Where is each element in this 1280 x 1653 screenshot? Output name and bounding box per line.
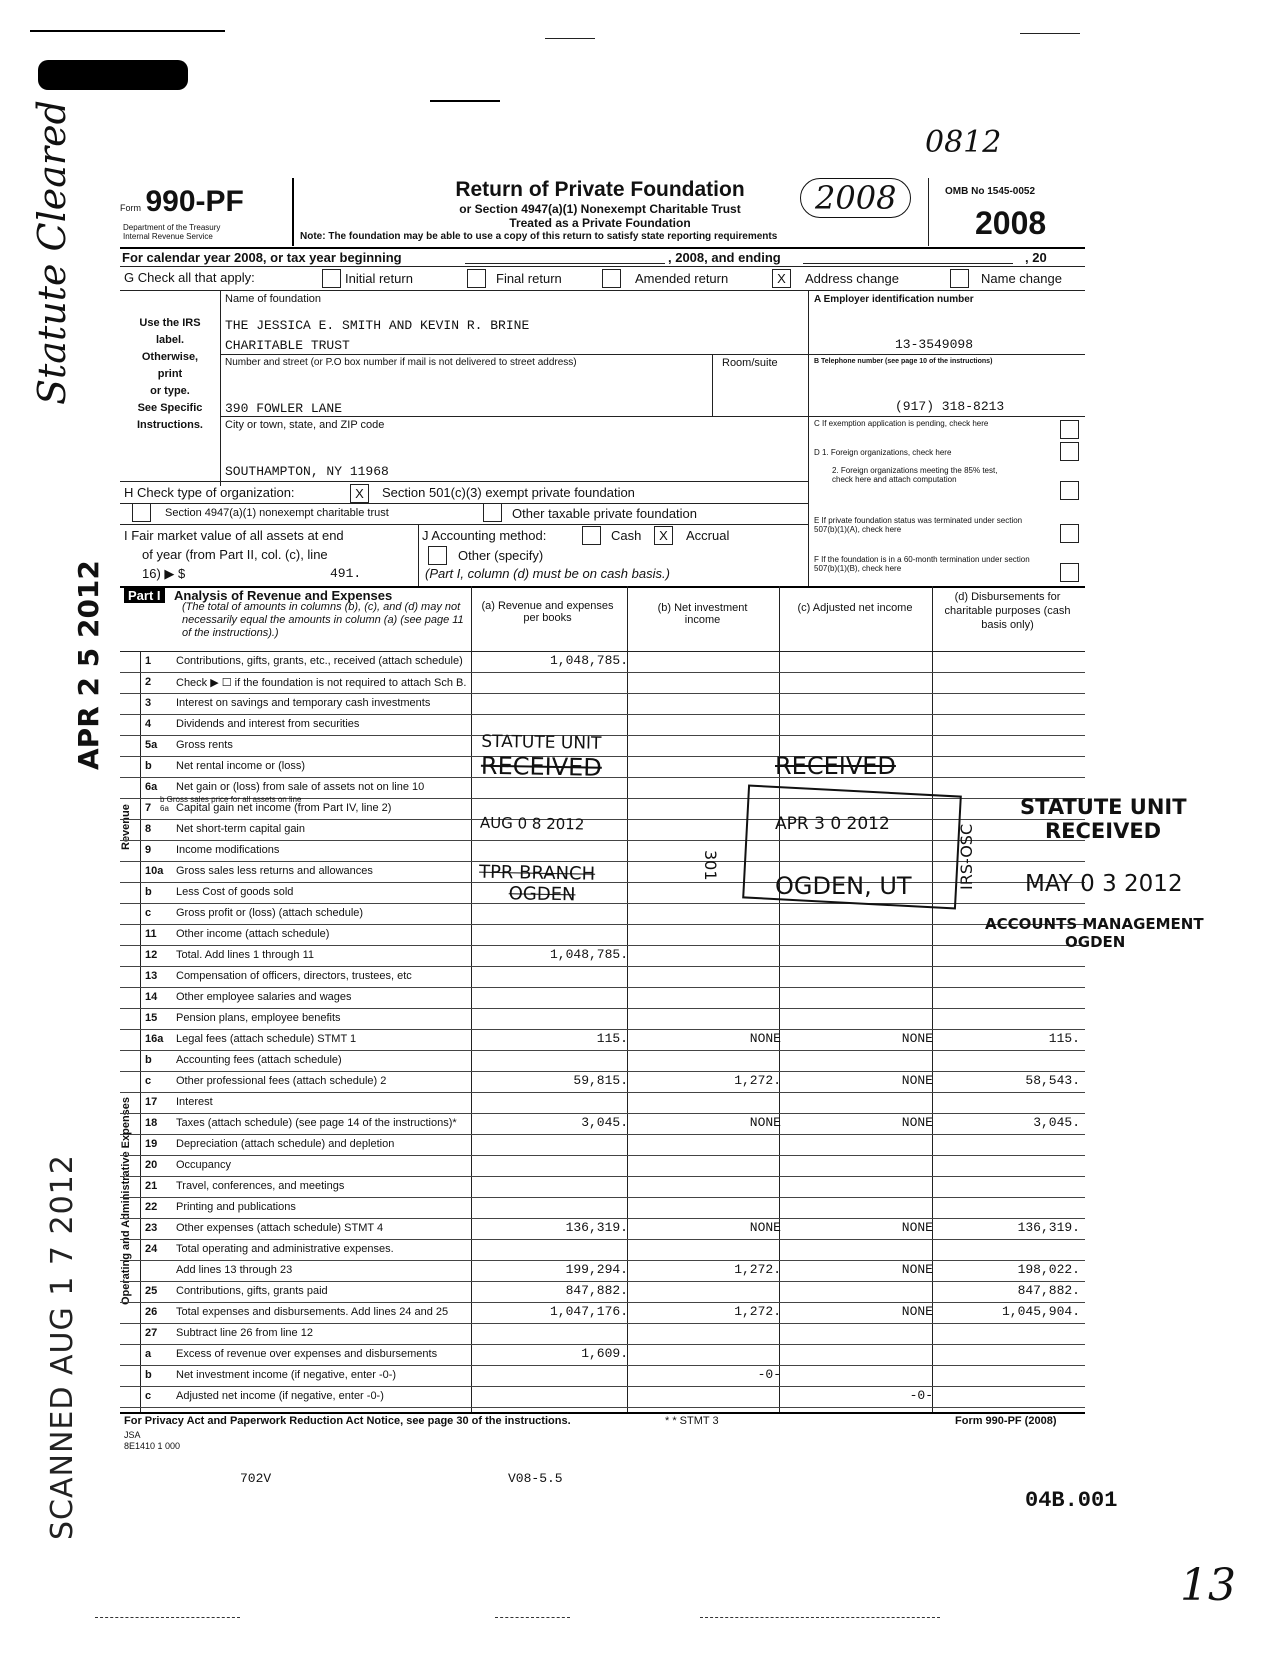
- line-label: Net short-term capital gain: [176, 823, 305, 835]
- d2-checkbox[interactable]: [1060, 481, 1079, 500]
- cell-col-c: NONE: [901, 1115, 933, 1130]
- line-number: c: [145, 1075, 152, 1087]
- line-label: Subtract line 26 from line 12: [176, 1327, 313, 1339]
- part1-tag: Part I: [124, 588, 165, 603]
- e-checkbox[interactable]: [1060, 524, 1079, 543]
- accrual-label: Accrual: [686, 528, 730, 543]
- fmv-value: 491.: [330, 566, 362, 581]
- line-label: Contributions, gifts, grants, etc., received (attach schedule): [176, 655, 463, 667]
- line-label: Travel, conferences, and meetings: [176, 1180, 345, 1192]
- line-label: Accounting fees (attach schedule): [176, 1054, 342, 1066]
- line-number: 22: [145, 1201, 158, 1213]
- line-number: 3: [145, 697, 152, 709]
- code-702v: 702V: [240, 1471, 272, 1486]
- table-row: [120, 987, 1085, 1009]
- line-number: c: [145, 1390, 152, 1402]
- line-number: 8: [145, 823, 152, 835]
- line-label: Other employee salaries and wages: [176, 991, 352, 1003]
- g-line-label: G Check all that apply:: [124, 270, 255, 285]
- cell-col-a: 1,047,176.: [549, 1304, 628, 1319]
- line-label: Total expenses and disbursements. Add lines 24 and 25: [176, 1306, 449, 1318]
- city-label: City or town, state, and ZIP code: [225, 419, 385, 431]
- city-state-zip: SOUTHAMPTON, NY 11968: [225, 464, 389, 479]
- line-label: Printing and publications: [176, 1201, 296, 1213]
- line-label: Net gain or (loss) from sale of assets not on line 10: [176, 781, 425, 793]
- line-label: Check ▶ ☐ if the foundation is not required to attach Sch B.: [176, 677, 467, 689]
- line-number: b: [145, 1369, 152, 1381]
- line-label: Excess of revenue over expenses and disbursements: [176, 1348, 438, 1360]
- stamp-2-irs-osc: IRS-OSC: [957, 823, 976, 890]
- i-line-3: 16) ▶ $: [142, 566, 186, 581]
- other-taxable-checkbox[interactable]: [483, 503, 502, 522]
- table-row: [120, 693, 1085, 715]
- cell-col-d: 3,045.: [1033, 1115, 1080, 1130]
- section-4947-checkbox[interactable]: [132, 503, 151, 522]
- ein-label: A Employer identification number: [814, 294, 974, 305]
- side-stamp-apr: APR 2 5 2012: [72, 560, 105, 770]
- line-number: 4: [145, 718, 152, 730]
- section-501c3-label: Section 501(c)(3) exempt private foundation: [382, 485, 635, 500]
- line-number: 11: [145, 928, 157, 940]
- section-501c3-checkbox[interactable]: X: [350, 484, 369, 503]
- cash-label: Cash: [611, 528, 642, 543]
- cell-col-d: 847,882.: [1017, 1283, 1080, 1298]
- line-number: 1: [145, 655, 152, 667]
- form-id: Form 990-PF: [120, 185, 244, 218]
- amended-return-checkbox[interactable]: [602, 269, 621, 288]
- table-row: [120, 945, 1085, 967]
- col-a-header: (a) Revenue and expenses per books: [481, 600, 614, 624]
- line-label: Depreciation (attach schedule) and depletion: [176, 1138, 395, 1150]
- line-number: 6a: [145, 781, 158, 793]
- table-row: [120, 1092, 1085, 1114]
- col-b-header: (b) Net investment income: [657, 602, 748, 626]
- table-row: [120, 924, 1085, 946]
- table-row: [120, 966, 1085, 988]
- cell-col-b: 1,272.: [734, 1262, 781, 1277]
- name-change-label: Name change: [981, 271, 1062, 286]
- cell-col-b: NONE: [749, 1220, 781, 1235]
- line-number: b: [145, 760, 152, 772]
- and-ending: , 2008, and ending: [668, 250, 781, 265]
- jsa: JSA: [124, 1430, 141, 1440]
- cell-col-b: 1,272.: [734, 1304, 781, 1319]
- other-method-label: Other (specify): [458, 548, 544, 563]
- table-row: [120, 1218, 1085, 1240]
- hand-note-0812: 0812: [925, 125, 1002, 160]
- foundation-name-1: THE JESSICA E. SMITH AND KEVIN R. BRINE: [225, 318, 530, 333]
- table-row: [120, 1323, 1085, 1345]
- table-row: [120, 1386, 1085, 1408]
- table-row: [120, 1302, 1085, 1324]
- cell-col-a: 847,882.: [565, 1283, 628, 1298]
- cell-col-b: NONE: [749, 1031, 781, 1046]
- cell-col-a: 1,048,785.: [549, 653, 628, 668]
- line-number: a: [145, 1348, 152, 1360]
- name-change-checkbox[interactable]: [950, 269, 969, 288]
- section-4947-label: Section 4947(a)(1) nonexempt charitable trust: [165, 507, 389, 519]
- table-row: [120, 1260, 1085, 1282]
- cell-col-d: 136,319.: [1017, 1220, 1080, 1235]
- final-return-checkbox[interactable]: [467, 269, 486, 288]
- cell-col-a: 199,294.: [565, 1262, 628, 1277]
- col-c-header: (c) Adjusted net income: [797, 602, 913, 614]
- dept-name: Department of the Treasury: [123, 223, 221, 232]
- privacy-notice: For Privacy Act and Paperwork Reduction Act Notice, see page 30 of the instructions.: [124, 1415, 571, 1427]
- room-suite-label: Room/suite: [722, 357, 778, 369]
- table-row: [120, 1113, 1085, 1135]
- cash-checkbox[interactable]: [582, 526, 601, 545]
- line-label: Interest: [176, 1096, 213, 1108]
- cell-col-a: 1,048,785.: [549, 947, 628, 962]
- cell-col-c: NONE: [901, 1262, 933, 1277]
- i-line-1: I Fair market value of all assets at end: [124, 528, 344, 543]
- h-line-label: H Check type of organization:: [124, 485, 295, 500]
- line-label: Net rental income or (loss): [176, 760, 305, 772]
- table-row: [120, 1281, 1085, 1303]
- cell-col-d: 1,045,904.: [1001, 1304, 1080, 1319]
- tax-year: 2008: [975, 205, 1047, 241]
- line-number: 5a: [145, 739, 158, 751]
- line-number: 9: [145, 844, 152, 856]
- line-number: b: [145, 1054, 152, 1066]
- initial-return-label: Initial return: [345, 271, 413, 286]
- table-row: [120, 1344, 1085, 1366]
- line-label: Other expenses (attach schedule) STMT 4: [176, 1222, 384, 1234]
- table-row: [120, 1029, 1085, 1051]
- line-number: 10a: [145, 865, 164, 877]
- table-row: [120, 1239, 1085, 1261]
- cell-col-a: 1,609.: [581, 1346, 628, 1361]
- line-label: Compensation of officers, directors, trustees, etc: [176, 970, 412, 982]
- line-label: Dividends and interest from securities: [176, 718, 360, 730]
- i-line-2: of year (from Part II, col. (c), line: [142, 547, 328, 562]
- table-row: [120, 1197, 1085, 1219]
- line-label: Contributions, gifts, grants paid: [176, 1285, 328, 1297]
- accounting-method-label: J Accounting method:: [422, 528, 547, 543]
- statute-cleared-handwritten: Statute Cleared: [30, 100, 74, 405]
- line-label: Pension plans, employee benefits: [176, 1012, 341, 1024]
- line-number: 19: [145, 1138, 158, 1150]
- line-label: Other professional fees (attach schedule) 2: [176, 1075, 387, 1087]
- line-label: Gross profit or (loss) (attach schedule): [176, 907, 364, 919]
- accrual-checkbox[interactable]: X: [654, 526, 673, 545]
- line-number: 15: [145, 1012, 158, 1024]
- d1-label: D 1. Foreign organizations, check here: [814, 448, 952, 457]
- table-row: [120, 1071, 1085, 1093]
- other-method-checkbox[interactable]: [428, 546, 447, 565]
- other-taxable-label: Other taxable private foundation: [512, 506, 698, 521]
- comma-20: , 20: [1025, 250, 1047, 265]
- line-label: Net investment income (if negative, enter -0-): [176, 1369, 397, 1381]
- version-code: V08-5.5: [508, 1471, 563, 1486]
- line-label: Less Cost of goods sold: [176, 886, 294, 898]
- amended-return-label: Amended return: [635, 271, 729, 286]
- table-row: [120, 1155, 1085, 1177]
- f-checkbox[interactable]: [1060, 563, 1079, 582]
- line-number: 24: [145, 1243, 158, 1255]
- final-return-label: Final return: [496, 271, 562, 286]
- d1-checkbox[interactable]: [1060, 442, 1079, 461]
- line-label: Add lines 13 through 23: [176, 1264, 293, 1276]
- line-label: Interest on savings and temporary cash investments: [176, 697, 431, 709]
- line-label: Capital gain net income (from Part IV, line 2): [176, 802, 392, 814]
- line-label: Occupancy: [176, 1159, 232, 1171]
- line-number: 12: [145, 949, 158, 961]
- line-6b-label: b Gross sales price for all assets on line 6a: [160, 795, 302, 813]
- line-number: 7: [145, 802, 152, 814]
- cell-col-a: 59,815.: [573, 1073, 628, 1088]
- line-number: 2: [145, 676, 152, 688]
- stmt3-note: * * STMT 3: [665, 1415, 719, 1427]
- part1-desc: (The total of amounts in columns (b), (c), and (d) may not necessarily equal the amounts in column (a) (see page 11 of the instructions).): [182, 601, 464, 639]
- line-label: Income modifications: [176, 844, 280, 856]
- expenses-side-label: Operating and Administrative Expenses: [120, 1096, 132, 1305]
- cell-col-c: NONE: [901, 1304, 933, 1319]
- line-number: 21: [145, 1180, 158, 1192]
- cell-col-c: NONE: [901, 1031, 933, 1046]
- calendar-year-line: For calendar year 2008, or tax year beginning: [122, 250, 402, 265]
- form-subtitle-1: or Section 4947(a)(1) Nonexempt Charitable Trust: [459, 202, 741, 216]
- c-label: C If exemption application is pending, check here: [814, 419, 989, 428]
- c-checkbox[interactable]: [1060, 420, 1079, 439]
- street-label: Number and street (or P.O box number if mail is not delivered to street address): [225, 357, 577, 368]
- line-label: Total. Add lines 1 through 11: [176, 949, 315, 961]
- foundation-name-2: CHARITABLE TRUST: [225, 338, 350, 353]
- line-number: 16a: [145, 1033, 164, 1045]
- form-footer-right: Form 990-PF (2008): [955, 1415, 1057, 1427]
- hand-note-13: 13: [1180, 1560, 1236, 1611]
- cell-col-c: NONE: [901, 1220, 933, 1235]
- line-label: Gross rents: [176, 739, 233, 751]
- table-row: [120, 651, 1085, 673]
- cell-col-d: 115.: [1048, 1031, 1080, 1046]
- ein-value: 13-3549098: [895, 337, 974, 352]
- f-label: F If the foundation is in a 60-month termination under section 507(b)(1)(B), check here: [814, 555, 1030, 573]
- line-number: 20: [145, 1159, 158, 1171]
- line-number: 27: [145, 1327, 158, 1339]
- line-label: Legal fees (attach schedule) STMT 1: [176, 1033, 357, 1045]
- cell-col-a: 3,045.: [581, 1115, 628, 1130]
- revenue-side-label: Revenue: [120, 804, 132, 850]
- stamp-2-301: 301: [701, 850, 720, 881]
- form-title: Return of Private Foundation: [455, 178, 745, 201]
- cell-col-b: 1,272.: [734, 1073, 781, 1088]
- line-number: 17: [145, 1096, 158, 1108]
- line-number: b: [145, 886, 152, 898]
- stamp-3: STATUTE UNIT RECEIVED MAY 0 3 2012 ACCOUNTS MANAGEMENT OGDEN: [985, 795, 1204, 951]
- table-row: [120, 1008, 1085, 1030]
- table-row: [120, 1050, 1085, 1072]
- label-instructions: Use the IRS label. Otherwise, print or type. See Specific Instructions.: [136, 317, 203, 431]
- address-change-checkbox[interactable]: X: [772, 269, 791, 288]
- line-number: 18: [145, 1117, 158, 1129]
- table-row: [120, 1365, 1085, 1387]
- line-number: 26: [145, 1306, 158, 1318]
- part1-title: Analysis of Revenue and Expenses: [174, 588, 393, 603]
- street-address: 390 FOWLER LANE: [225, 401, 343, 416]
- col-d-header: (d) Disbursements for charitable purposes (cash basis only): [944, 591, 1071, 631]
- batch-code: 04B.001: [1025, 1488, 1118, 1513]
- cell-col-a: 115.: [596, 1031, 628, 1046]
- line-number: 23: [145, 1222, 158, 1234]
- line-label: Other income (attach schedule): [176, 928, 330, 940]
- line-label: Total operating and administrative expenses.: [176, 1243, 394, 1255]
- table-row: [120, 672, 1085, 694]
- foundation-name-label: Name of foundation: [225, 293, 322, 305]
- line-number: 14: [145, 991, 158, 1003]
- address-change-label: Address change: [805, 271, 899, 286]
- form-note: Note: The foundation may be able to use a copy of this return to satisfy state reporting requirements: [300, 231, 778, 242]
- table-row: [120, 1134, 1085, 1156]
- form-code: 8E1410 1 000: [124, 1441, 181, 1451]
- cell-col-c: -0-: [909, 1388, 933, 1403]
- line-label: Gross sales less returns and allowances: [176, 865, 373, 877]
- hand-note-2008: 2008: [800, 178, 911, 218]
- line-label: Taxes (attach schedule) (see page 14 of the instructions)*: [176, 1117, 457, 1129]
- d2-label: 2. Foreign organizations meeting the 85% test, check here and attach computation: [832, 466, 998, 484]
- irs-name: Internal Revenue Service: [123, 232, 213, 241]
- line-number: 25: [145, 1285, 158, 1297]
- cell-col-d: 198,022.: [1017, 1262, 1080, 1277]
- cash-basis-note: (Part I, column (d) must be on cash basis.): [425, 566, 670, 581]
- stamp-2: RECEIVED APR 3 0 2012 OGDEN, UT: [775, 752, 912, 900]
- cell-col-c: NONE: [901, 1073, 933, 1088]
- phone-label: B Telephone number (see page 10 of the instructions): [814, 358, 993, 365]
- cell-col-d: 58,543.: [1025, 1073, 1080, 1088]
- stamp-1: STATUTE UNIT RECEIVED AUG 0 8 2012 TPR BRANCH OGDEN: [478, 731, 603, 906]
- line-number: c: [145, 907, 152, 919]
- form-subtitle-2: Treated as a Private Foundation: [509, 216, 691, 230]
- e-label: E If private foundation status was terminated under section 507(b)(1)(A), check here: [814, 516, 1023, 534]
- line-number: 13: [145, 970, 158, 982]
- initial-return-checkbox[interactable]: [322, 269, 341, 288]
- omb-number: OMB No 1545-0052: [945, 186, 1036, 197]
- table-row: [120, 1176, 1085, 1198]
- cell-col-a: 136,319.: [565, 1220, 628, 1235]
- side-stamp-scanned: SCANNED AUG 1 7 2012: [45, 1154, 80, 1540]
- redaction-bar: [38, 60, 188, 90]
- cell-col-b: -0-: [757, 1367, 781, 1382]
- phone-value: (917) 318-8213: [895, 399, 1005, 414]
- cell-col-b: NONE: [749, 1115, 781, 1130]
- line-label: Adjusted net income (if negative, enter -0-): [176, 1390, 384, 1402]
- table-row: [120, 714, 1085, 736]
